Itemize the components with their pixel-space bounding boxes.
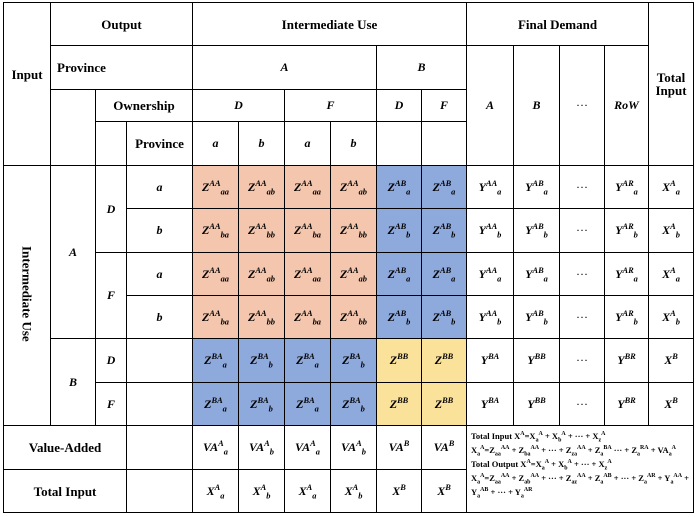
cell-z-bb-aa: $Z^{AA}_{bb}$ <box>239 296 285 339</box>
corner-cell <box>4 3 51 46</box>
formula-line-1: Total Input $X^A=X_a^A + X_b^A$ + ··· + $X_z^A$ <box>471 431 606 444</box>
final-demand-col-ellipsis: ··· <box>560 46 605 166</box>
final-demand-col-a: A <box>467 46 514 166</box>
total-input-row-header: Total Input <box>4 470 127 513</box>
cell-y-a-ab: $Y^{AB}_a$ <box>514 166 560 209</box>
cell-z-aa-aa: $Z^{AA}_{aa}$ <box>285 253 331 296</box>
cell-z-b-ab: $Z^{AB}_b$ <box>422 296 467 339</box>
cell-x-b-a: $X^A_b$ <box>239 470 285 513</box>
row-ownership-b-f: F <box>96 383 127 426</box>
cell-ellipsis: ··· <box>560 253 605 296</box>
input-header <box>4 66 51 166</box>
row-province-a: A <box>51 166 96 339</box>
cell-z-a-ab: $Z^{AB}_a$ <box>422 166 467 209</box>
input-output-table <box>3 2 694 513</box>
final-demand-header: Final Demand <box>467 3 649 46</box>
cell-z-ba-aa: $Z^{AA}_{ba}$ <box>285 296 331 339</box>
cell-ellipsis: ··· <box>560 166 605 209</box>
cell-va-a-a: $VA^A_a$ <box>285 426 331 470</box>
cell-x-b: $X^B$ <box>649 339 694 383</box>
cell-y-b-ar: $Y^{AR}_b$ <box>605 296 649 339</box>
blank-cell <box>127 383 193 426</box>
intermediate-use-header: Intermediate Use <box>193 3 467 46</box>
cell-y-ba: $Y^{BA}$ <box>467 383 514 426</box>
cell-x-a-a: $X^A_a$ <box>649 253 694 296</box>
cell-ellipsis: ··· <box>560 383 605 426</box>
row-ownership-d: D <box>96 166 127 253</box>
cell-y-bb: $Y^{BB}$ <box>514 339 560 383</box>
col-ownership-b-d: D <box>377 90 422 122</box>
cell-z-a-ba: $Z^{BA}_a$ <box>193 339 239 383</box>
cell-va-b-a: $VA^A_b$ <box>239 426 285 470</box>
col-sub-b: b <box>239 122 285 166</box>
cell-y-b-ab: $Y^{AB}_b$ <box>514 296 560 339</box>
cell-y-a-ar: $Y^{AR}_a$ <box>605 166 649 209</box>
total-input-column-header <box>649 3 694 166</box>
cell-x-a-a: $X^A_a$ <box>649 166 694 209</box>
cell-z-ba-aa: $Z^{AA}_{ba}$ <box>285 209 331 253</box>
cell-z-ab-aa: $Z^{AA}_{ab}$ <box>239 166 285 209</box>
blank-cell <box>51 122 96 166</box>
cell-y-b-aa: $Y^{AA}_b$ <box>467 209 514 253</box>
blank-cell <box>51 90 96 122</box>
cell-z-b-ba: $Z^{BA}_b$ <box>331 383 377 426</box>
final-demand-col-b: B <box>514 46 560 166</box>
cell-ellipsis: ··· <box>560 209 605 253</box>
cell-z-b-ba: $Z^{BA}_b$ <box>239 339 285 383</box>
row-ownership-b-d: D <box>96 339 127 383</box>
cell-z-a-ba: $Z^{BA}_a$ <box>285 383 331 426</box>
blank-cell <box>96 122 127 166</box>
col-sub-b: b <box>331 122 377 166</box>
col-ownership-b-f: F <box>422 90 467 122</box>
cell-z-b-ab: $Z^{AB}_b$ <box>422 209 467 253</box>
cell-va-b: $VA^B$ <box>377 426 422 470</box>
cell-z-ab-aa: $Z^{AA}_{ab}$ <box>331 166 377 209</box>
cell-z-bb-aa: $Z^{AA}_{bb}$ <box>239 209 285 253</box>
cell-va-b-a: $VA^A_b$ <box>331 426 377 470</box>
province-header: Province <box>51 46 193 90</box>
intermediate-use-row-header <box>4 166 51 426</box>
cell-z-b-ab: $Z^{AB}_b$ <box>377 209 422 253</box>
col-sub-a: a <box>193 122 239 166</box>
row-sub-b: b <box>127 296 193 339</box>
row-sub-a: a <box>127 166 193 209</box>
intermediate-use-vertical-label: Intermediate Use <box>19 246 35 342</box>
cell-z-a-ab: $Z^{AB}_a$ <box>422 253 467 296</box>
cell-x-b-a: $X^A_b$ <box>649 296 694 339</box>
cell-x-b-a: $X^A_b$ <box>649 209 694 253</box>
formula-line-5: $Y_a^{AB}$ + ··· + $Y_a^{AR}$ <box>471 487 533 500</box>
row-sub-a: a <box>127 253 193 296</box>
cell-x-a-a: $X^A_a$ <box>285 470 331 513</box>
blank-cell <box>127 339 193 383</box>
input-label: Input <box>11 66 43 82</box>
col-ownership-a-d: D <box>193 90 285 122</box>
row-ownership-f: F <box>96 253 127 339</box>
cell-y-br: $Y^{BR}$ <box>605 339 649 383</box>
province-sub-header: Province <box>127 122 193 166</box>
cell-z-aa-aa: $Z^{AA}_{aa}$ <box>285 166 331 209</box>
cell-z-bb: $Z^{BB}$ <box>422 383 467 426</box>
cell-z-aa-aa: $Z^{AA}_{aa}$ <box>193 166 239 209</box>
cell-x-b: $X^B$ <box>377 470 422 513</box>
row-sub-b: b <box>127 209 193 253</box>
col-province-a: A <box>193 46 377 90</box>
col-province-b: B <box>377 46 467 90</box>
cell-x-b: $X^B$ <box>422 470 467 513</box>
cell-z-ba-aa: $Z^{AA}_{ba}$ <box>193 296 239 339</box>
cell-z-b-ba: $Z^{BA}_b$ <box>239 383 285 426</box>
formula-notes <box>467 426 694 513</box>
cell-z-bb-aa: $Z^{AA}_{bb}$ <box>331 296 377 339</box>
total-input-column-label: Total Input <box>655 70 687 98</box>
value-added-header: Value-Added <box>4 426 127 470</box>
cell-va-b: $VA^B$ <box>422 426 467 470</box>
final-demand-col-row: RoW <box>605 46 649 166</box>
cell-z-a-ba: $Z^{BA}_a$ <box>285 339 331 383</box>
cell-x-a-a: $X^A_a$ <box>193 470 239 513</box>
formula-line-4: $X_a^A=Z_{aa}^{AA} + Z_{ab}^{AA}$ + ··· + $Z_{az}^{AA} + Z_a^{AB}$ + ··· + $Z_a^{AR} + Y_a^{AA}$ + <box>471 473 689 486</box>
col-sub-a: a <box>285 122 331 166</box>
cell-y-b-ab: $Y^{AB}_b$ <box>514 209 560 253</box>
formula-line-2: $X_a^A=Z_{aa}^{AA} + Z_{ba}^{AA}$ + ··· + $Z_{za}^{AA} + Z_a^{BA}$ ··· + $Z_a^{RA} + VA_a^A$ <box>471 445 676 458</box>
cell-z-b-ab: $Z^{AB}_b$ <box>377 296 422 339</box>
cell-y-b-ar: $Y^{AR}_b$ <box>605 209 649 253</box>
cell-va-a-a: $VA^A_a$ <box>193 426 239 470</box>
cell-y-br: $Y^{BR}$ <box>605 383 649 426</box>
cell-z-ba-aa: $Z^{AA}_{ba}$ <box>193 209 239 253</box>
cell-z-a-ba: $Z^{BA}_a$ <box>193 383 239 426</box>
cell-z-b-ba: $Z^{BA}_b$ <box>331 339 377 383</box>
row-province-b: B <box>51 339 96 426</box>
cell-y-a-aa: $Y^{AA}_a$ <box>467 166 514 209</box>
col-ownership-a-f: F <box>285 90 377 122</box>
cell-ellipsis: ··· <box>560 339 605 383</box>
cell-x-b: $X^B$ <box>649 383 694 426</box>
output-header: Output <box>51 3 193 46</box>
cell-y-a-ab: $Y^{AB}_a$ <box>514 253 560 296</box>
cell-y-a-ar: $Y^{AR}_a$ <box>605 253 649 296</box>
blank-cell <box>422 122 467 166</box>
cell-z-ab-aa: $Z^{AA}_{ab}$ <box>239 253 285 296</box>
ownership-header: Ownership <box>96 90 193 122</box>
cell-z-a-ab: $Z^{AB}_a$ <box>377 166 422 209</box>
cell-z-bb: $Z^{BB}$ <box>377 339 422 383</box>
cell-z-ab-aa: $Z^{AA}_{ab}$ <box>331 253 377 296</box>
cell-y-bb: $Y^{BB}$ <box>514 383 560 426</box>
cell-z-bb: $Z^{BB}$ <box>422 339 467 383</box>
cell-z-aa-aa: $Z^{AA}_{aa}$ <box>193 253 239 296</box>
formula-line-3: Total Output $X^A=X_a^A + X_b^A$ + ··· + $X_z^A$ <box>471 459 612 472</box>
blank-cell <box>377 122 422 166</box>
blank-cell <box>127 470 193 513</box>
cell-y-ba: $Y^{BA}$ <box>467 339 514 383</box>
cell-z-bb-aa: $Z^{AA}_{bb}$ <box>331 209 377 253</box>
cell-z-bb: $Z^{BB}$ <box>377 383 422 426</box>
cell-ellipsis: ··· <box>560 296 605 339</box>
cell-y-b-aa: $Y^{AA}_b$ <box>467 296 514 339</box>
cell-y-a-aa: $Y^{AA}_a$ <box>467 253 514 296</box>
cell-z-a-ab: $Z^{AB}_a$ <box>377 253 422 296</box>
cell-x-b-a: $X^A_b$ <box>331 470 377 513</box>
blank-cell <box>127 426 193 470</box>
